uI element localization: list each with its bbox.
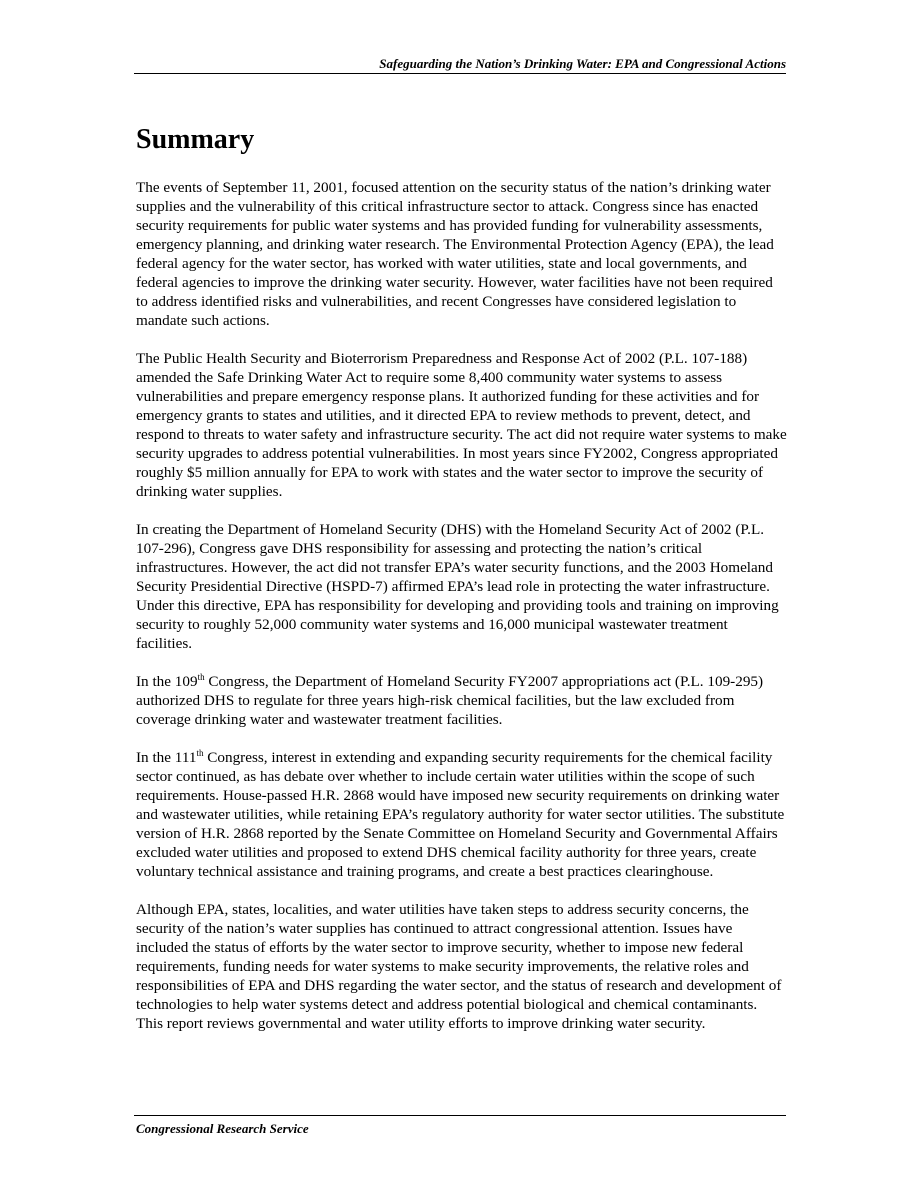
paragraph-4-lead: In the 109 — [136, 673, 198, 690]
running-header-title: Safeguarding the Nation’s Drinking Water: EPA and Congressional Actions — [379, 56, 786, 71]
ordinal-suffix: th — [197, 672, 205, 682]
summary-paragraph-4 — [136, 672, 787, 729]
footer-publisher: Congressional Research Service — [136, 1121, 309, 1136]
summary-paragraph-5 — [136, 748, 787, 881]
summary-paragraph-6: Although EPA, states, localities, and water utilities have taken steps to address security concerns, the security of the nation’s water supplies has continued to attract congressional attention. Issues have included the status of efforts by the water sector to improve security, whether to impose new federal requirements, funding needs for water systems to make security improvements, the relative roles and responsibilities of EPA and DHS regarding the water sector, and the status of research and development of technologies to help water systems detect and address potential biological and chemical contaminants. This report reviews governmental and water utility efforts to improve drinking water security. — [136, 901, 782, 1032]
summary-paragraph-1: The events of September 11, 2001, focused attention on the security status of the nation’s drinking water supplies and the vulnerability of this critical infrastructure sector to attack. Congress since has enacted security requirements for public water systems and has provided funding for vulnerability assessments, emergency planning, and drinking water research. The Environmental Protection Agency (EPA), the lead federal agency for the water sector, has worked with water utilities, state and local governments, and federal agencies to improve the drinking water security. However, water facilities have not been required to address identified risks and vulnerabilities, and recent Congresses have considered legislation to mandate such actions. — [136, 179, 774, 329]
header-divider — [134, 73, 786, 74]
summary-paragraph-2: The Public Health Security and Bioterrorism Preparedness and Response Act of 2002 (P.L. 107-188) amended the Safe Drinking Water Act to require some 8,400 community water systems to assess vulnerabilities and prepare emergency response plans. It authorized funding for these activities and for emergency grants to states and utilities, and it directed EPA to review methods to prevent, detect, and respond to threats to water safety and infrastructure security. The act did not require water systems to make security upgrades to address potential vulnerabilities. In most years since FY2002, Congress appropriated roughly $5 million annually for EPA to work with states and the water sector to improve the security of drinking water supplies. — [136, 350, 787, 500]
paragraph-5-lead: In the 111 — [136, 749, 197, 766]
ordinal-suffix: th — [196, 748, 204, 758]
paragraph-4-rest: Congress, the Department of Homeland Security FY2007 appropriations act (P.L. 109-295) authorized DHS to regulate for three years high-risk chemical facilities, but the law excluded from coverage drinking water and wastewater treatment facilities. — [136, 673, 764, 728]
footer-divider — [134, 1115, 786, 1116]
paragraph-5-rest: Congress, interest in extending and expanding security requirements for the chemical facility sector continued, as has debate over whether to include certain water utilities within the scope of such requirements. House-passed H.R. 2868 would have imposed new security requirements on drinking water and wastewater utilities, while retaining EPA’s regulatory authority for water sector utilities. The substitute version of H.R. 2868 reported by the Senate Committee on Homeland Security and Governmental Affairs excluded water utilities and proposed to extend DHS chemical facility authority for three years, create voluntary technical assistance and training programs, and create a best practices clearinghouse. — [136, 749, 785, 880]
summary-body — [136, 178, 787, 1052]
page-title: Summary — [136, 124, 255, 155]
summary-paragraph-3: In creating the Department of Homeland Security (DHS) with the Homeland Security Act of 2002 (P.L. 107-296), Congress gave DHS responsibility for assessing and protecting the nation’s critical infrastructures. However, the act did not transfer EPA’s water security functions, and the 2003 Homeland Security Presidential Directive (HSPD-7) affirmed EPA’s lead role in protecting the water infrastructure. Under this directive, EPA has responsibility for developing and providing tools and training on improving security to roughly 52,000 community water systems and 16,000 municipal wastewater treatment facilities. — [136, 521, 779, 652]
